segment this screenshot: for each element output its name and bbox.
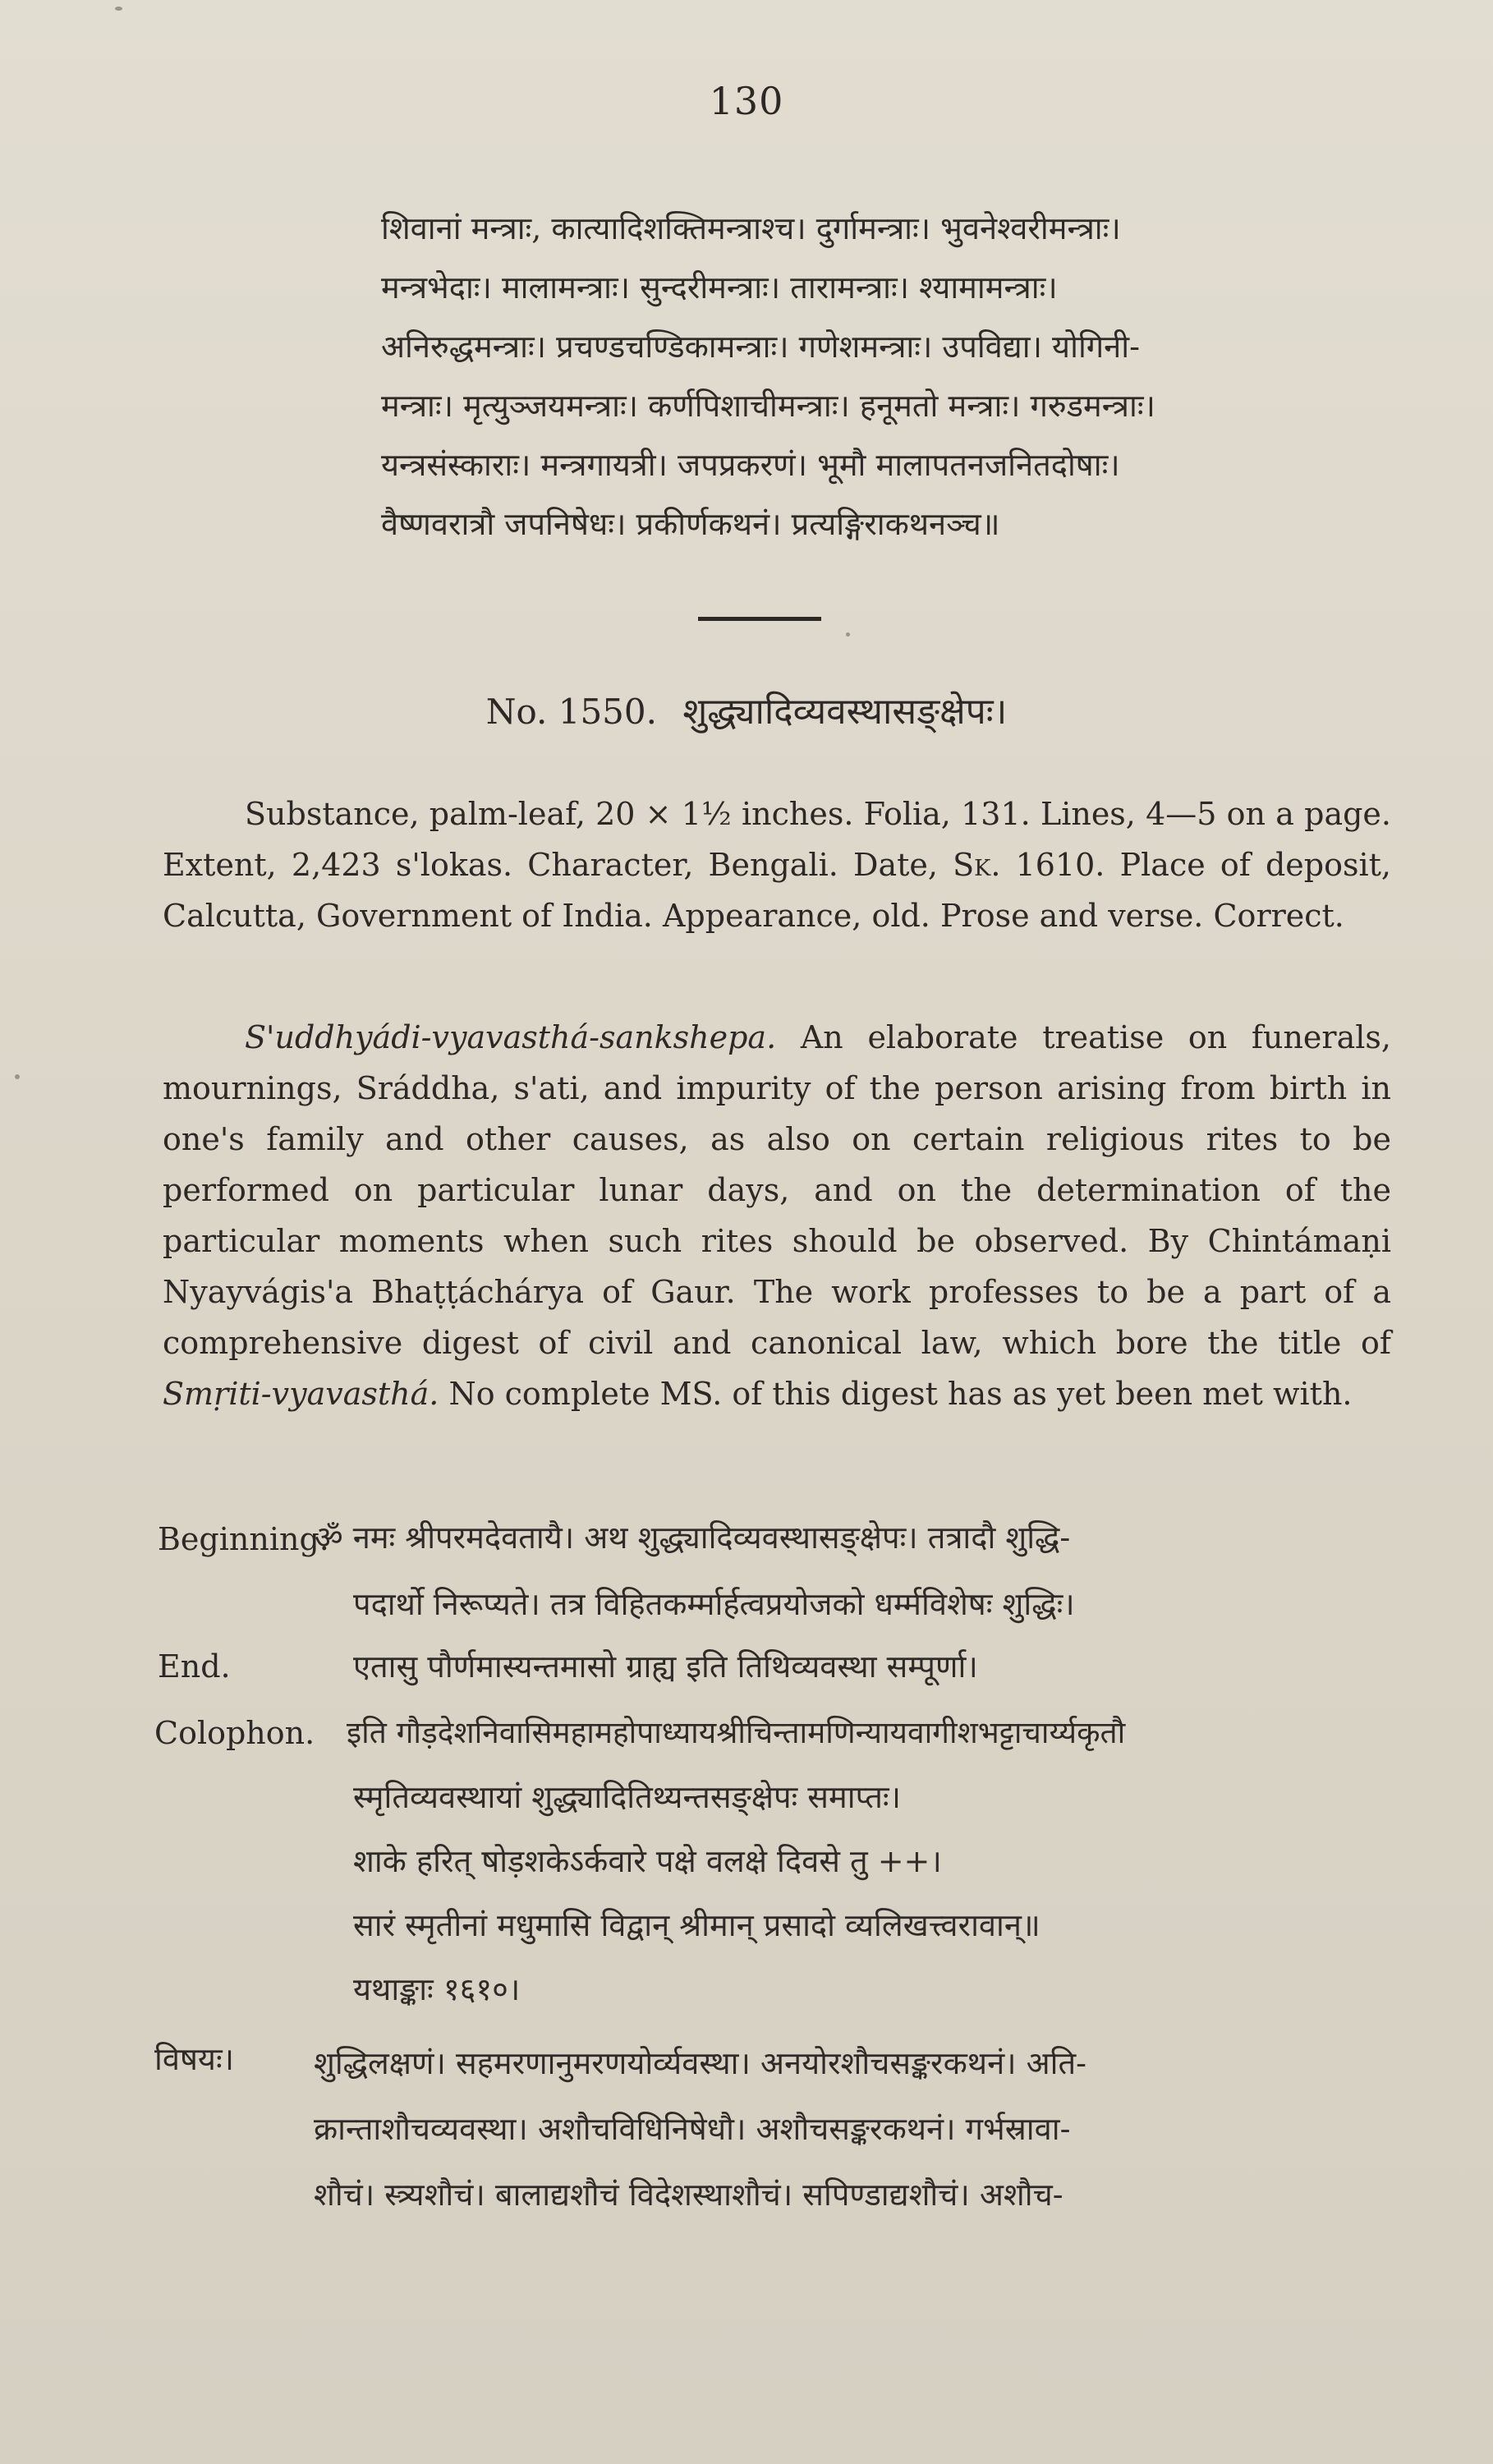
toc-line: वैष्णवरात्रौ जपनिषेधः। प्रकीर्णकथनं। प्रत्यङ्गिराकथनञ्च॥	[381, 506, 1000, 542]
form: Prose and verse.	[939, 898, 1204, 934]
toc-line: अनिरुद्धमन्त्राः। प्रचण्डचण्डिकामन्त्राः। गणेशमन्त्राः। उपविद्या। योगिनी-	[381, 329, 1140, 365]
colophon-line: स्मृतिव्यवस्थायां शुद्ध्यादितिथ्यन्तसङ्क्षेपः समाप्तः।	[353, 1779, 902, 1815]
colophon-verse-line: सारं स्मृतीनां मधुमासि विद्वान् श्रीमान् प्रसादो व्यलिखत्त्वरावान्॥	[353, 1907, 1041, 1943]
entry-title-sanskrit: शुद्ध्यादिव्यवस्थासङ्क्षेपः।	[682, 691, 1008, 733]
previous-entry-contents	[381, 199, 1424, 554]
appearance: Appearance, old.	[662, 898, 930, 934]
page-number: 130	[709, 79, 784, 123]
section-divider	[698, 617, 821, 621]
subjects-line: शौचं। स्त्र्यशौचं। बालाद्यशौचं विदेशस्थाशौचं। सपिण्डाद्यशौचं। अशौच-	[314, 2177, 1063, 2213]
manuscript-metadata	[163, 788, 1391, 941]
date-label: Date,	[852, 847, 938, 883]
beginning-label: Beginning.	[158, 1521, 329, 1557]
specks	[115, 7, 122, 11]
subjects-line: शुद्धिलक्षणं। सहमरणानुमरणयोर्व्यवस्था। अनयोरशौचसङ्करकथनं। अति-	[314, 2045, 1087, 2081]
entry-number: No. 1550.	[485, 692, 657, 732]
work-title: S'uddhyádi-vyavasthá-sankshepa.	[245, 1019, 777, 1055]
beginning-line: ॐ नमः श्रीपरमदेवतायै। अथ शुद्ध्यादिव्यवस्थासङ्क्षेपः। तत्रादौ शुद्धि-	[315, 1519, 1071, 1556]
place-of-deposit: Place of deposit, Calcutta, Government of India.	[163, 847, 1391, 934]
colophon-date-line: यथाङ्काः १६१०।	[353, 1971, 521, 2007]
specks	[846, 632, 850, 637]
folia: Folia, 131.	[863, 796, 1031, 832]
subjects-line: क्रान्ताशौचव्यवस्था। अशौचविधिनिषेधौ। अशौचसङ्करकथनं। गर्भस्रावा-	[314, 2111, 1071, 2147]
digest-title: Smṛiti-vyavasthá.	[163, 1376, 439, 1412]
toc-line: शिवानां मन्त्राः, कात्यादिशक्तिमन्त्राश्च। दुर्गामन्त्राः। भुवनेश्वरीमन्त्राः।	[381, 210, 1121, 246]
colophon-verse-line: शाके हरित् षोड़शकेऽर्कवारे पक्षे वलक्षे दिवसे तु ++।	[353, 1843, 942, 1879]
date-era: Sk.	[953, 847, 1001, 883]
correctness: Correct.	[1213, 898, 1344, 934]
end-label: End.	[158, 1648, 231, 1685]
lines-per-page: Lines, 4—5 on a page.	[1040, 796, 1391, 832]
character: Character, Bengali.	[527, 847, 838, 883]
entry-heading	[0, 685, 1493, 734]
description-text-end: No complete MS. of this digest has as yet been met with.	[448, 1376, 1353, 1412]
substance: Substance, palm-leaf, 20 × 1½ inches.	[245, 796, 854, 832]
specks	[15, 1074, 20, 1079]
toc-line: मन्त्रभेदाः। मालामन्त्राः। सुन्दरीमन्त्राः। तारामन्त्राः। श्यामामन्त्राः।	[381, 269, 1058, 306]
subjects-label: विषयः।	[154, 2041, 235, 2077]
colophon-label: Colophon.	[154, 1715, 315, 1751]
beginning-line: पदार्थो निरूप्यते। तत्र विहितकर्म्मार्हत्वप्रयोजको धर्म्मविशेषः शुद्धिः।	[353, 1586, 1075, 1622]
extent: Extent, 2,423 s'lokas.	[163, 847, 513, 883]
description-text: An elaborate treatise on funerals, mournings, Sráddha, s'ati, and impurity of the person arising from birth in one's family and other causes, as also on certain religious rites to be performed on particular lunar days, and on the determination of the particular moments when such rites should be observed. By Chintámaṇi Nyayvágis'a Bhaṭṭáchárya of Gaur. The work professes to be a part of a comprehensive digest of civil and canonical law, which bore the title of	[163, 1019, 1391, 1361]
entry-description	[163, 1012, 1391, 1419]
end-line: एतासु पौर्णमास्यन्तमासो ग्राह्य इति तिथिव्यवस्था सम्पूर्णा।	[353, 1648, 978, 1685]
toc-line: यन्त्रसंस्काराः। मन्त्रगायत्री। जपप्रकरणं। भूमौ मालापतनजनितदोषाः।	[381, 447, 1120, 483]
date-value: 1610.	[1015, 847, 1105, 883]
toc-line: मन्त्राः। मृत्युञ्जयमन्त्राः। कर्णपिशाचीमन्त्राः। हनूमतो मन्त्राः। गरुडमन्त्राः।	[381, 388, 1155, 424]
colophon-line: इति गौड़देशनिवासिमहामहोपाध्यायश्रीचिन्तामणिन्यायवागीशभट्टाचार्य्यकृतौ	[347, 1715, 1126, 1750]
